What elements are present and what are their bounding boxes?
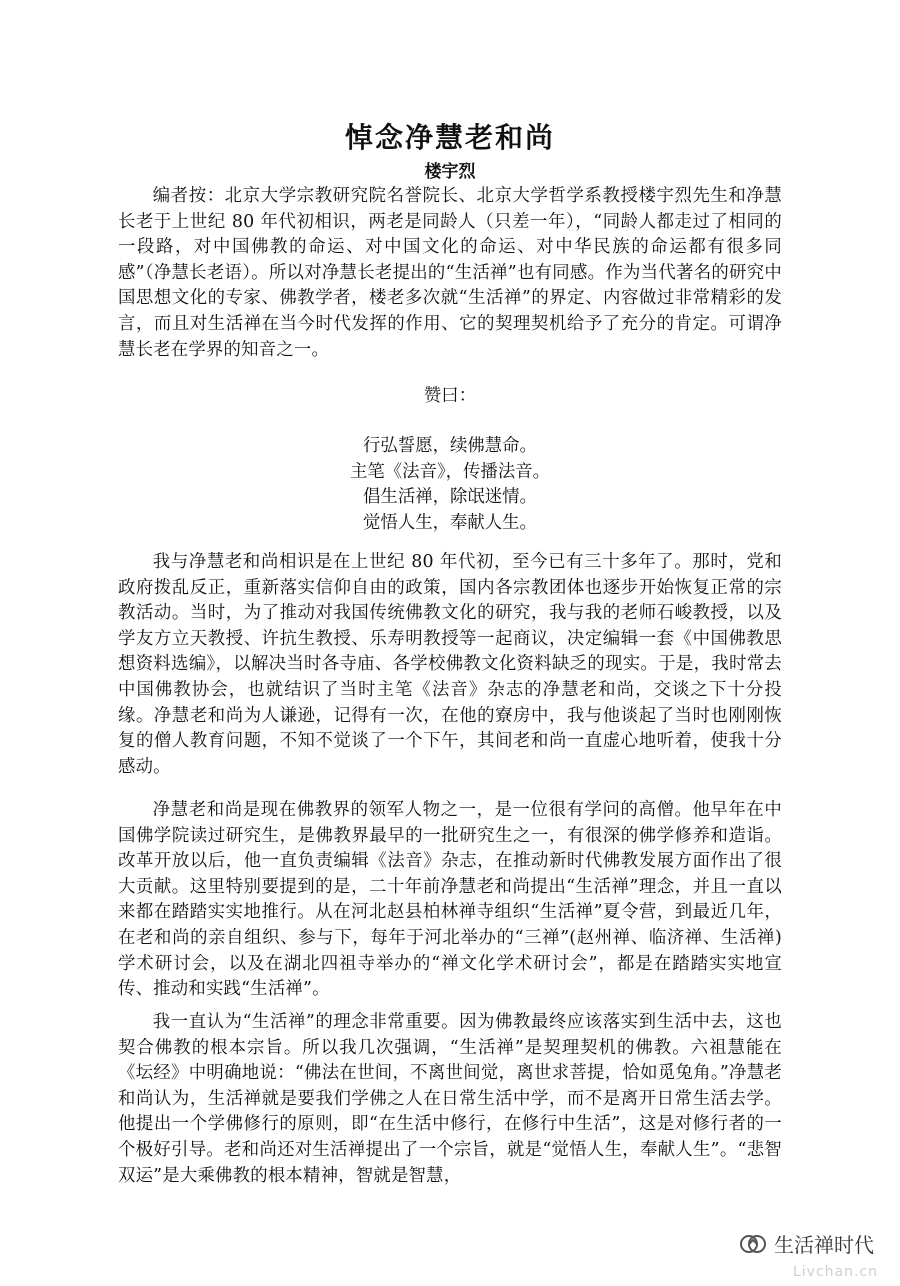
verse-line: 觉悟人生，奉献人生。 [363,512,537,533]
body-paragraph-3: 我一直认为“生活禅”的理念非常重要。因为佛教最终应该落实到生活中去，这也契合佛教的根本宗旨。所以我几次强调，“生活禅”是契理契机的佛教。六祖慧能在《坛经》中明确地说：“佛法在世间，不离世间觉，离世求菩提，恰如觅兔角。”净慧老和尚认为，生活禅就是要我们学佛之人在日常生活中学，而不是离开日常生活去学。他提出一个学佛修行的原则，即“在生活中修行，在修行中生活”，这是对修行者的一个极好引导。老和尚还对生活禅提出了一个宗旨，就是“觉悟人生，奉献人生”。“悲智双运”是大乘佛教的根本精神，智就是智慧， [118,1012,782,1186]
verse-line: 倡生活禅，除氓迷情。 [363,487,537,508]
verse-line: 主笔《法音》，传播法音。 [350,461,550,482]
body-paragraph-1: 我与净慧老和尚相识是在上世纪 80 年代初，至今已有三十多年了。那时，党和政府拨乱反正，重新落实信仰自由的政策，国内各宗教团体也逐步开始恢复正常的宗教活动。当时，为了推动对我国传统佛教文化的研究，我与我的老师石峻教授，以及学友方立天教授、许抗生教授、乐寿明教授等一起商议，决定编辑一套《中国佛教思想资料选编》，以解决当时各寺庙、各学校佛教文化资料缺乏的现实。于是，我时常去中国佛教协会，也就结识了当时主笔《法音》杂志的净慧老和尚，交谈之下十分投缘。净慧老和尚为人谦逊，记得有一次，在他的寮房中，我与他谈起了当时也刚刚恢复的僧人教育问题，不知不觉谈了一个下午，其间老和尚一直虚心地听着，使我十分感动。 [118,552,782,777]
body-paragraph-2: 净慧老和尚是现在佛教界的领军人物之一，是一位很有学问的高僧。他早年在中国佛学院读过研究生，是佛教界最早的一批研究生之一，有很深的佛学修养和造诣。改革开放以后，他一直负责编辑《法音》杂志，在推动新时代佛教发展方面作出了很大贡献。这里特别要提到的是，二十年前净慧老和尚提出“生活禅”理念，并且一直以来都在踏踏实实地推行。从在河北赵县柏林禅寺组织“生活禅”夏令营，到最近几年，在老和尚的亲自组织、参与下，每年于河北举办的“三禅”(赵州禅、临济禅、生活禅)学术研讨会，以及在湖北四祖寺举办的“禅文化学术研讨会”，都是在踏踏实实地宣传、推动和实践“生活禅”。 [118,800,782,1000]
article-author: 楼宇烈 [424,162,476,182]
zan-heading: 赞曰： [423,386,477,406]
editor-note: 编者按：北京大学宗教研究院名誉院长、北京大学哲学系教授楼宇烈先生和净慧长老于上世纪 80 年代初相识，两老是同龄人（只差一年），“同龄人都走过了相同的一段路，对中国佛教的命运、对中国文化的命运、对中华民族的命运都有很多同感”（净慧长老语）。所以对净慧长老提出的“生活禅”也有同感。作为当代著名的研究中国思想文化的专家、佛教学者，楼老多次就“生活禅”的界定、内容做过非常精彩的发言，而且对生活禅在当今时代发挥的作用、它的契理契机给予了充分的肯定。可谓净慧长老在学界的知音之一。 [118,186,782,360]
watermark [738,1229,874,1258]
wechat-channel-icon [738,1232,768,1256]
verse-block [0,434,900,536]
verse-line: 行弘誓愿，续佛慧命。 [363,436,537,456]
watermark-url: Livchan.cn [792,1264,878,1280]
article-title: 悼念净慧老和尚 [344,121,555,154]
watermark-label: 生活禅时代 [774,1233,874,1257]
